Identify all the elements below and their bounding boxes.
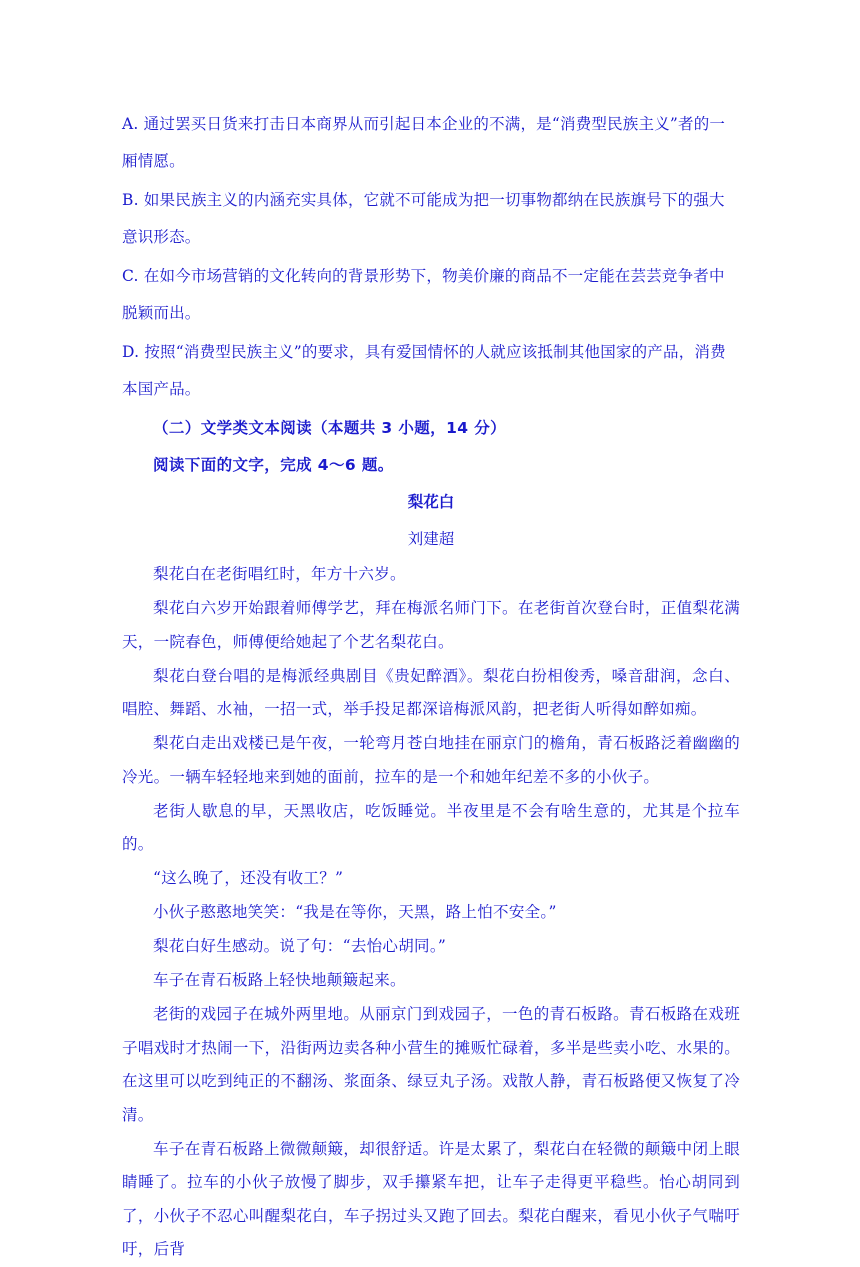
option-text: 在如今市场营销的文化转向的背景形势下，物美价廉的商品不一定能在芸芸竞争者中脱颖而出。 bbox=[122, 267, 725, 322]
story-paragraph: 梨花白在老街唱红时，年方十六岁。 bbox=[153, 565, 406, 583]
option-text: 如果民族主义的内涵充实具体，它就不可能成为把一切事物都纳在民族旗号下的强大意识形态。 bbox=[122, 191, 725, 246]
option-letter: B. bbox=[122, 191, 139, 209]
story-paragraph: 梨花白走出戏楼已是午夜，一轮弯月苍白地挂在丽京门的檐角，青石板路泛着幽幽的冷光。一辆车轻轻地来到她的面前，拉车的是一个和她年纪差不多的小伙子。 bbox=[122, 734, 740, 786]
story-paragraph: 老街的戏园子在城外两里地。从丽京门到戏园子，一色的青石板路。青石板路在戏班子唱戏时才热闹一下，沿街两边卖各种小营生的摊贩忙碌着，多半是些卖小吃、水果的。在这里可以吃到纯正的不翻汤、浆面条、绿豆丸子汤。戏散人静，青石板路便又恢复了冷清。 bbox=[122, 1005, 740, 1124]
option-c bbox=[122, 258, 740, 332]
story-title: 梨花白 bbox=[407, 493, 455, 511]
option-letter: A. bbox=[122, 115, 139, 133]
story-author: 刘建超 bbox=[407, 530, 455, 548]
story-paragraph: 梨花白登台唱的是梅派经典剧目《贵妃醉酒》。梨花白扮相俊秀，嗓音甜润，念白、唱腔、舞蹈、水袖，一招一式，举手投足都深谙梅派风韵，把老街人听得如醉如痴。 bbox=[122, 666, 740, 718]
story-paragraph: 车子在青石板路上轻快地颠簸起来。 bbox=[153, 971, 406, 989]
option-text: 按照“消费型民族主义”的要求，具有爱国情怀的人就应该抵制其他国家的产品，消费本国产品。 bbox=[122, 343, 726, 398]
option-letter: D. bbox=[122, 343, 140, 361]
document-content bbox=[122, 106, 740, 1267]
option-b bbox=[122, 182, 740, 256]
story-paragraph: 小伙子憨憨地笑笑：“我是在等你，天黑，路上怕不安全。” bbox=[153, 903, 557, 921]
reading-instruction: 阅读下面的文字，完成 4～6 题。 bbox=[153, 456, 394, 474]
story-paragraph: 老街人歇息的早，天黑收店，吃饭睡觉。半夜里是不会有啥生意的，尤其是个拉车的。 bbox=[122, 801, 740, 853]
option-a bbox=[122, 106, 740, 180]
option-text: 通过罢买日货来打击日本商界从而引起日本企业的不满，是“消费型民族主义”者的一厢情愿。 bbox=[122, 115, 726, 170]
story-paragraph: “这么晚了，还没有收工？” bbox=[153, 869, 344, 887]
option-letter: C. bbox=[122, 267, 139, 285]
story-paragraph: 梨花白六岁开始跟着师傅学艺，拜在梅派名师门下。在老街首次登台时，正值梨花满天，一院春色，师傅便给她起了个艺名梨花白。 bbox=[122, 599, 740, 651]
section-title: （二）文学类文本阅读（本题共 3 小题，14 分） bbox=[153, 419, 507, 437]
story-paragraph: 车子在青石板路上微微颠簸，却很舒适。许是太累了，梨花白在轻微的颠簸中闭上眼睛睡了。拉车的小伙子放慢了脚步，双手攥紧车把，让车子走得更平稳些。怡心胡同到了，小伙子不忍心叫醒梨花白，车子拐过头又跑了回去。梨花白醒来，看见小伙子气喘吁吁，后背 bbox=[122, 1139, 740, 1258]
option-d bbox=[122, 334, 740, 408]
story-paragraph: 梨花白好生感动。说了句：“去怡心胡同。” bbox=[153, 937, 447, 955]
